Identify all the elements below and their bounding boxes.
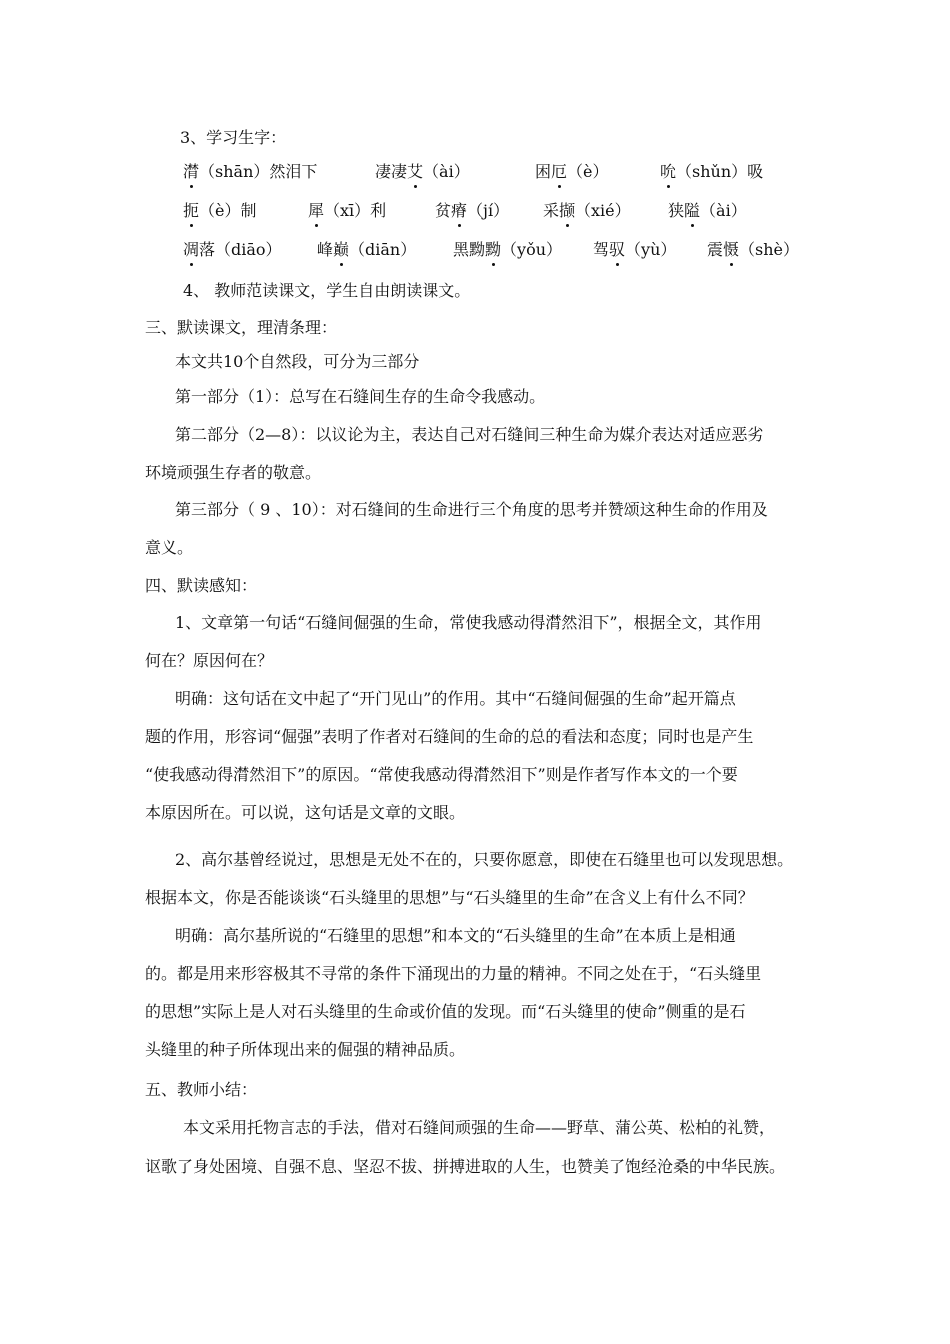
answer: 题的作用，形容词“倔强”表明了作者对石缝间的生命的总的看法和态度；同时也是产生 xyxy=(145,727,754,746)
vocab-item: 峰巅（diān） xyxy=(317,240,417,259)
vocab-item: 采撷（xié） xyxy=(543,201,631,220)
paragraph: 讴歌了身处困境、自强不息、坚忍不拔、拼搏进取的人生，也赞美了饱经沧桑的中华民族。 xyxy=(145,1157,786,1176)
vocab-item: 困厄（è） xyxy=(535,162,609,181)
vocab-item: 狭隘（ài） xyxy=(668,201,747,220)
answer: 头缝里的种子所体现出来的倔强的精神品质。 xyxy=(145,1040,466,1059)
vocab-item: 凋落（diāo） xyxy=(183,240,282,259)
vocab-item: 潸（shān）然泪下 xyxy=(183,162,318,181)
paragraph: 意义。 xyxy=(145,538,194,557)
question: 2、高尔基曾经说过，思想是无处不在的，只要你愿意，即使在石缝里也可以发现思想。 xyxy=(175,850,794,869)
vocab-item: 驾驭（yù） xyxy=(593,240,677,259)
vocab-item: 贫瘠（jí） xyxy=(435,201,510,220)
paragraph: 第三部分（ 9 、10）：对石缝间的生命进行三个角度的思考并赞颂这种生命的作用及 xyxy=(175,500,768,519)
section-3-heading: 3、学习生字： xyxy=(180,128,287,147)
section-heading: 三、默读课文，理清条理： xyxy=(145,318,338,337)
answer: 的。都是用来形容极其不寻常的条件下涌现出的力量的精神。不同之处在于，“石头缝里 xyxy=(145,964,762,983)
vocab-item: 犀（xī）利 xyxy=(308,201,387,220)
question: 何在？原因何在？ xyxy=(145,651,274,670)
question: 1、文章第一句话“石缝间倔强的生命，常使我感动得潸然泪下”，根据全文，其作用 xyxy=(175,613,762,632)
paragraph: 本文采用托物言志的手法，借对石缝间顽强的生命——野草、蒲公英、松柏的礼赞， xyxy=(183,1118,776,1137)
answer: 明确：这句话在文中起了“开门见山”的作用。其中“石缝间倔强的生命”起开篇点 xyxy=(175,689,736,708)
section-heading: 四、默读感知： xyxy=(145,576,258,595)
vocab-item: 凄凄艾（ài） xyxy=(375,162,470,181)
question: 根据本文，你是否能谈谈“石头缝里的思想”与“石头缝里的生命”在含义上有什么不同？ xyxy=(145,888,754,907)
paragraph: 环境顽强生存者的敬意。 xyxy=(145,463,322,482)
vocab-item: 吮（shǔn）吸 xyxy=(660,162,764,181)
paragraph: 本文共10个自然段，可分为三部分 xyxy=(175,352,420,371)
paragraph: 第一部分（1）：总写在石缝间生存的生命令我感动。 xyxy=(175,387,546,406)
vocab-item: 黑黝黝（yǒu） xyxy=(453,240,563,259)
step-4: 4、 教师范读课文，学生自由朗读课文。 xyxy=(183,281,471,300)
answer: “使我感动得潸然泪下”的原因。“常使我感动得潸然泪下”则是作者写作本文的一个要 xyxy=(145,765,738,784)
paragraph: 第二部分（2—8）：以议论为主，表达自己对石缝间三种生命为媒介表达对适应恶劣 xyxy=(175,425,764,444)
vocab-item: 震慑（shè） xyxy=(707,240,800,259)
vocab-item: 扼（è）制 xyxy=(183,201,257,220)
answer: 本原因所在。可以说，这句话是文章的文眼。 xyxy=(145,803,466,822)
answer: 明确：高尔基所说的“石缝里的思想”和本文的“石头缝里的生命”在本质上是相通 xyxy=(175,926,736,945)
section-heading: 五、教师小结： xyxy=(145,1080,258,1099)
answer: 的思想”实际上是人对石头缝里的生命或价值的发现。而“石头缝里的使命”侧重的是石 xyxy=(145,1002,746,1021)
